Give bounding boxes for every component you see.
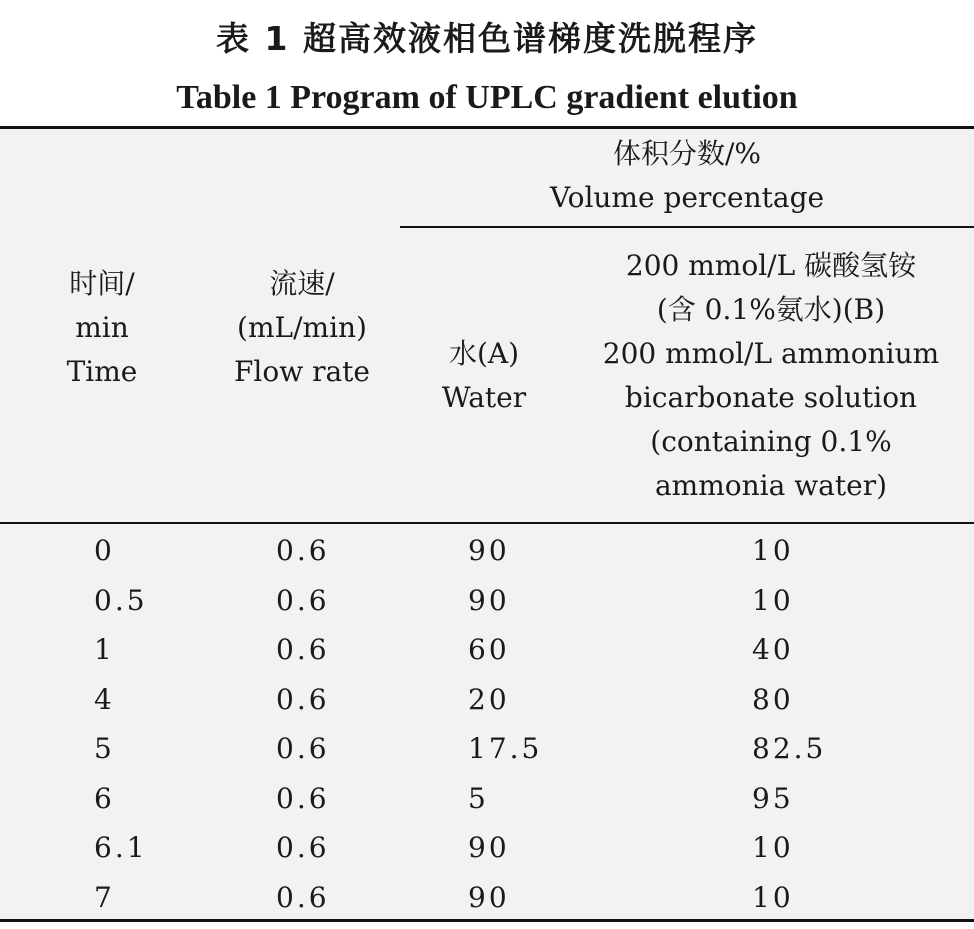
cell-flow: 0.6 xyxy=(276,633,330,666)
cell-time: 6 xyxy=(94,781,115,815)
header-b-line-3: 200 mmol/L ammonium xyxy=(602,337,940,370)
cell-water: 90 xyxy=(468,831,510,864)
cell-flow: 0.6 xyxy=(276,880,330,914)
header-time-cn: 时间/ xyxy=(69,267,135,300)
cell-solution-b: 10 xyxy=(752,583,794,617)
volume-group-rule xyxy=(400,226,974,228)
table-row xyxy=(0,776,974,826)
header-flow-cn: 流速/ xyxy=(269,267,335,300)
header-time xyxy=(0,262,204,394)
cell-time: 1 xyxy=(94,633,115,666)
table-title-chinese: 表 1 超高效液相色谱梯度洗脱程序 xyxy=(216,19,758,58)
cell-flow: 0.6 xyxy=(276,732,330,765)
cell-solution-b: 10 xyxy=(752,831,794,864)
cell-water: 90 xyxy=(468,534,510,567)
table-title-english: Table 1 Program of UPLC gradient elution xyxy=(176,79,798,116)
cell-time: 5 xyxy=(94,732,115,765)
header-b-line-4: bicarbonate solution xyxy=(624,381,918,414)
cell-water: 20 xyxy=(468,682,510,716)
cell-solution-b: 95 xyxy=(752,781,794,815)
header-flow-en: Flow rate xyxy=(233,355,370,388)
cell-water: 90 xyxy=(468,583,510,617)
header-flow-rate xyxy=(204,262,400,394)
cell-water: 90 xyxy=(468,880,510,914)
cell-solution-b: 10 xyxy=(752,534,794,567)
header-water xyxy=(400,332,568,420)
header-b-line-1: 200 mmol/L 碳酸氢铵 xyxy=(625,249,917,282)
cell-time: 4 xyxy=(94,682,115,716)
header-water-cn: 水(A) xyxy=(448,337,520,370)
cell-solution-b: 80 xyxy=(752,682,794,716)
table-row xyxy=(0,726,974,776)
cell-water: 17.5 xyxy=(468,732,543,765)
cell-flow: 0.6 xyxy=(276,534,330,567)
header-volume-en: Volume percentage xyxy=(549,181,825,214)
table-row xyxy=(0,875,974,925)
header-flow-unit: (mL/min) xyxy=(237,311,367,344)
cell-solution-b: 10 xyxy=(752,880,794,914)
cell-solution-b: 82.5 xyxy=(752,732,827,765)
header-b-line-5: (containing 0.1% xyxy=(650,425,892,458)
table-row xyxy=(0,578,974,628)
cell-water: 5 xyxy=(468,781,489,815)
table-row xyxy=(0,528,974,578)
header-volume-percentage xyxy=(400,132,974,220)
header-solution-b xyxy=(568,244,974,508)
table-body xyxy=(0,528,974,924)
cell-time: 0.5 xyxy=(94,583,148,617)
cell-flow: 0.6 xyxy=(276,781,330,815)
header-water-en: Water xyxy=(441,381,527,414)
header-b-line-6: ammonia water) xyxy=(654,469,888,502)
cell-water: 60 xyxy=(468,633,510,666)
cell-flow: 0.6 xyxy=(276,682,330,716)
cell-time: 7 xyxy=(94,880,115,914)
cell-flow: 0.6 xyxy=(276,831,330,864)
header-b-line-2: (含 0.1%氨水)(B) xyxy=(656,293,886,326)
header-volume-cn: 体积分数/% xyxy=(612,137,762,170)
header-bottom-rule xyxy=(0,522,974,524)
header-time-en: Time xyxy=(66,355,138,388)
header-time-unit: min xyxy=(75,311,129,344)
table-row xyxy=(0,677,974,727)
table-row xyxy=(0,825,974,875)
cell-flow: 0.6 xyxy=(276,583,330,617)
table-row xyxy=(0,627,974,677)
cell-time: 6.1 xyxy=(94,831,148,864)
cell-time: 0 xyxy=(94,534,115,567)
table-top-rule xyxy=(0,126,974,129)
cell-solution-b: 40 xyxy=(752,633,794,666)
